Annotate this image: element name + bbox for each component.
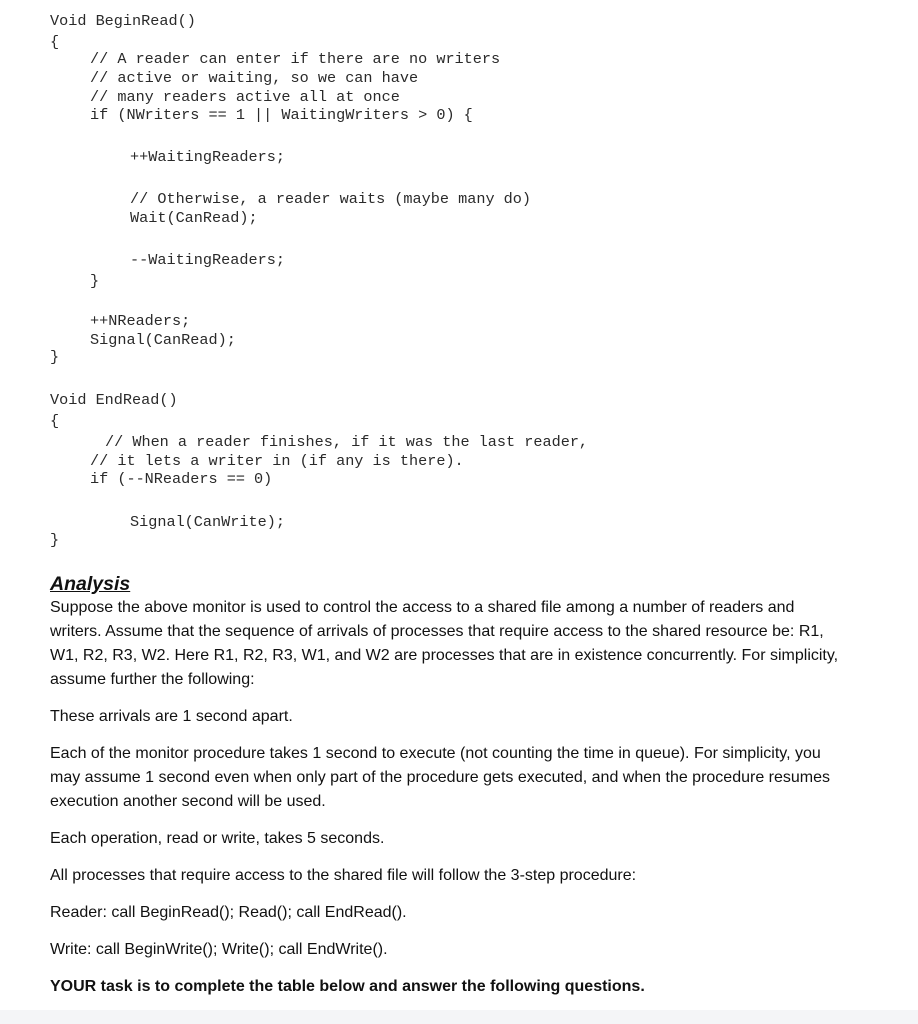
writer-steps-paragraph: Write: call BeginWrite(); Write(); call EndWrite(). bbox=[50, 941, 388, 958]
end-read-close-brace: } bbox=[50, 531, 60, 549]
begin-read-signature: Void BeginRead() bbox=[50, 12, 196, 30]
begin-read-comment-3: // many readers active all at once bbox=[90, 88, 400, 106]
three-step-paragraph: All processes that require access to the shared file will follow the 3-step procedure: bbox=[50, 867, 637, 884]
if-close-brace: } bbox=[90, 272, 100, 290]
task-instruction: YOUR task is to complete the table below and answer the following questions. bbox=[50, 978, 645, 995]
begin-read-if-condition: if (NWriters == 1 || WaitingWriters > 0) { bbox=[90, 106, 473, 124]
decrement-waiting-readers: --WaitingReaders; bbox=[130, 251, 285, 269]
begin-read-comment-1: // A reader can enter if there are no writers bbox=[90, 50, 501, 68]
analysis-section bbox=[50, 570, 850, 999]
end-read-signature: Void EndRead() bbox=[50, 391, 178, 409]
end-read-comment-2: // it lets a writer in (if any is there). bbox=[90, 452, 464, 470]
reader-steps-paragraph: Reader: call BeginRead(); Read(); call EndRead(). bbox=[50, 904, 407, 921]
end-read-comment-1: // When a reader finishes, if it was the last reader, bbox=[105, 433, 589, 451]
begin-read-close-brace: } bbox=[50, 348, 60, 366]
analysis-intro-paragraph: Suppose the above monitor is used to control the access to a shared file among a number of readers and writers. Assume that the sequence of arrivals of processes that require access to the shared resource be: R1, W1, R2, R3, W2. Here R1, R2, R3, W1, and W2 are processes that are in existence concurrently. For simplicity, assume further the following: bbox=[50, 599, 839, 688]
signal-can-write-call: Signal(CanWrite); bbox=[130, 513, 285, 531]
end-read-open-brace: { bbox=[50, 412, 60, 430]
wait-can-read-call: Wait(CanRead); bbox=[130, 209, 258, 227]
arrivals-paragraph: These arrivals are 1 second apart. bbox=[50, 708, 293, 725]
begin-read-comment-2: // active or waiting, so we can have bbox=[90, 69, 419, 87]
end-read-if-condition: if (--NReaders == 0) bbox=[90, 470, 273, 488]
increment-nreaders: ++NReaders; bbox=[90, 312, 191, 330]
procedure-time-paragraph: Each of the monitor procedure takes 1 second to execute (not counting the time in queue). For simplicity, you may assume 1 second even when only part of the procedure gets executed, and when the procedure resumes execution another second will be used. bbox=[50, 745, 831, 810]
increment-waiting-readers: ++WaitingReaders; bbox=[130, 148, 285, 166]
begin-read-open-brace: { bbox=[50, 33, 60, 51]
operation-time-paragraph: Each operation, read or write, takes 5 seconds. bbox=[50, 830, 385, 847]
signal-can-read-call: Signal(CanRead); bbox=[90, 331, 236, 349]
analysis-heading: Analysis bbox=[50, 573, 131, 595]
page-bottom-strip bbox=[0, 1010, 918, 1024]
wait-comment: // Otherwise, a reader waits (maybe many do) bbox=[130, 190, 532, 208]
